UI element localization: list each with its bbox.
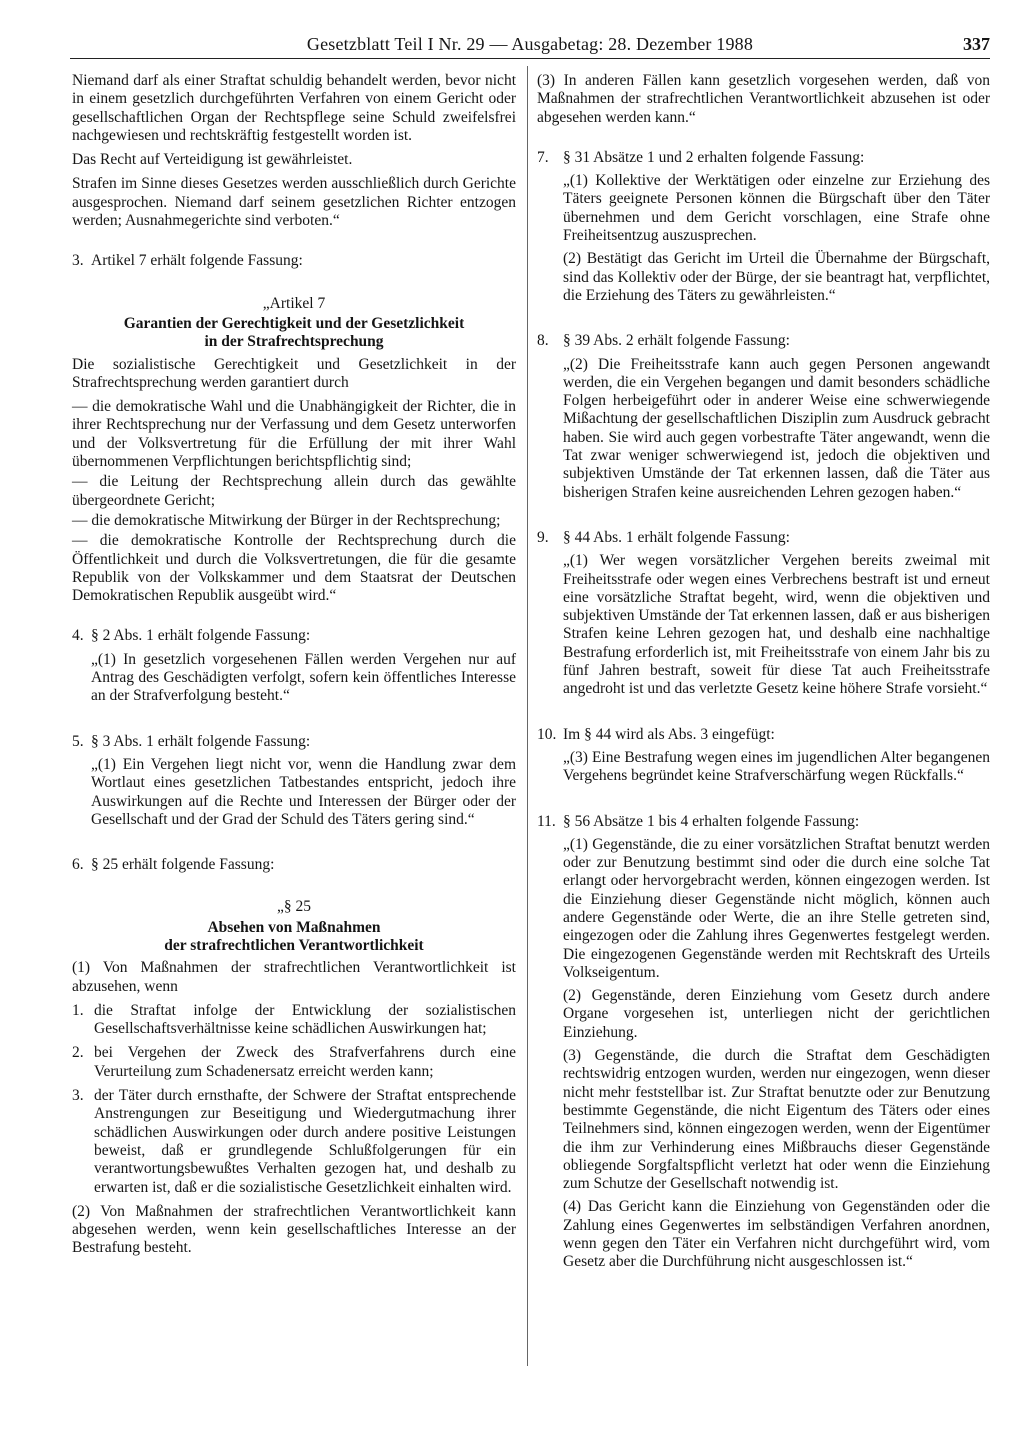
enum-text: der Täter durch ernsthafte, der Schwere der Straftat entsprechende Anstrengungen zur Beseitigung und Wiedergutmachung ihrer schädlichen Auswirkungen oder durch andere positive Leistungen beweist, daß er grundlegende Schlußfolgerungen für ein verantwortungsbewußtes Verhalten gezogen hat, und deshalb zu erwarten ist, daß er die sozialistische Gesetzlichkeit einhalten wird. [94, 1087, 516, 1196]
amendment-item-10 [537, 726, 990, 791]
item-number: 9. [537, 528, 549, 546]
header-title: Gesetzblatt Teil I Nr. 29 — Ausgabetag: 28. Dezember 1988 [306, 34, 754, 54]
item-quote: (2) Gegenstände, deren Einziehung vom Gesetz durch andere Organe vorgesehen ist, unterliegen nicht der gerichtlichen Einziehung. [563, 987, 990, 1041]
intro-paragraph: (3) In anderen Fällen kann gesetzlich vorgesehen werden, daß von Maßnahmen der strafrechtlichen Verantwortlichkeit abzusehen ist oder abgesehen werden kann.“ [537, 72, 990, 126]
item-number: 11. [537, 812, 556, 830]
item-quote: „(3) Eine Bestrafung wegen eines im jugendlichen Alter begangenen Vergehens begründet keine Strafverschärfung wegen Rückfalls.“ [563, 748, 990, 785]
article-heading: „Artikel 7 [262, 294, 326, 312]
intro-paragraph: Das Recht auf Verteidigung ist gewährleistet. [72, 151, 353, 169]
section-title-line: Absehen von Maßnahmen [207, 918, 381, 936]
item-quote: „(1) Kollektive der Werktätigen oder einzelne zur Erziehung des Täters geeignete Personen können die Bürgschaft über den Täter übernehmen und dem Gericht vorschlagen, eine Strafe ohne Freiheitsentzug auszusprechen. [563, 172, 990, 245]
amendment-item-4 [72, 627, 516, 710]
enum-number: 1. [72, 1001, 84, 1019]
item-text: § 44 Abs. 1 erhält folgende Fassung: [563, 528, 790, 546]
section-title-line: der strafrechtlichen Verantwortlichkeit [164, 936, 424, 954]
item-quote: (3) Gegenstände, die durch die Straftat dem Geschädigten rechtswidrig entzogen wurden, werden nur eingezogen, wenn dieser nicht mehr feststellbar ist. Zur Straftat benutzte oder zur Benutzung bestimmte Gegenstände, die nicht Eigentum des Täters oder eines Teilnehmers sind, können eingezogen werden, wenn der Eigentümer die ihm zur Verhinderung eines Mißbrauchs dieser Gegenstände obliegende Sorgfaltspflicht verletzt hat oder wenn die Einziehung zum Schutze der Gesellschaft notwendig ist. [563, 1047, 990, 1193]
item-text: Artikel 7 erhält folgende Fassung: [91, 252, 303, 270]
item-number: 7. [537, 148, 549, 166]
amendment-item-3 [72, 252, 516, 270]
bullet-item: — die demokratische Mitwirkung der Bürger in der Rechtsprechung; [72, 511, 501, 529]
amendment-item-11 [537, 813, 990, 1277]
item-text: Im § 44 wird als Abs. 3 eingefügt: [563, 725, 775, 743]
amendment-item-7 [537, 149, 990, 310]
enum-item [72, 1002, 516, 1039]
enum-number: 3. [72, 1087, 84, 1105]
item-text: § 39 Abs. 2 erhält folgende Fassung: [563, 332, 790, 350]
item-quote: „(2) Die Freiheitsstrafe kann auch gegen Personen angewandt werden, die ein Vergehen begangen und damit besonders schädliche Folgen herbeigeführt oder in anderer Weise eine schwerwiegende Mißachtung der gesellschaftlichen Disziplin zum Ausdruck gebracht haben. Sie wird auch gegen vorbestrafte Täter angewandt, wenn die Tat zwar weniger schwerwiegend ist, jedoch die objektiven und subjektiven Umstände der Tat erkennen lassen, daß die Täter aus bisherigen Strafen keine ausreichenden Lehren gezogen haben.“ [563, 355, 990, 501]
item-text: § 56 Absätze 1 bis 4 erhalten folgende Fassung: [563, 812, 860, 830]
enum-item [72, 1044, 516, 1081]
bullet-item: — die Leitung der Rechtsprechung allein durch das gewählte übergeordnete Gericht; [72, 473, 516, 509]
item-text: § 25 erhält folgende Fassung: [91, 856, 275, 874]
section-paragraph: (1) Von Maßnahmen der strafrechtlichen Verantwortlichkeit ist abzusehen, wenn [72, 959, 516, 995]
amendment-item-5 [72, 733, 516, 834]
bullet-item: — die demokratische Kontrolle der Rechtsprechung durch die Öffentlichkeit und durch die Volksvertretungen, die für die gesamte Republik von der Volkskammer und dem Staatsrat der Deutschen Demokratischen Republik ausgeübt wird.“ [72, 532, 516, 605]
item-text: § 3 Abs. 1 erhält folgende Fassung: [91, 732, 311, 750]
header-rule [70, 58, 990, 59]
left-column [72, 72, 516, 1264]
enum-text: bei Vergehen der Zweck des Strafverfahrens durch eine Verurteilung zum Schadenersatz erreicht werden kann; [94, 1044, 516, 1080]
article-lead: Die sozialistische Gerechtigkeit und Gesetzlichkeit in der Strafrechtsprechung werden garantiert durch [72, 355, 516, 391]
item-quote: „(1) Wer wegen vorsätzlicher Vergehen bereits zweimal mit Freiheitsstrafe oder wegen eines Verbrechens bestraft ist und erneut eine vorsätzliche Straftat begeht, wird, wenn die objektiven und subjektiven Umstände der Tat erkennen lassen, daß er aus bisherigen Strafen keine Lehren gezogen hat, und deshalb eine nachhaltige Bestrafung erforderlich ist, mit Freiheitsstrafe von einem Jahr bis zu fünf Jahren bestraft, soweit für diese Tat auch Freiheitsstrafe angedroht ist und das verletzte Gesetz keine höhere Strafe vorsieht.“ [563, 552, 990, 698]
item-text: § 2 Abs. 1 erhält folgende Fassung: [91, 627, 311, 645]
item-number: 3. [72, 252, 84, 270]
enum-number: 2. [72, 1044, 84, 1062]
section-heading: „§ 25 [276, 898, 311, 916]
section-paragraph: (2) Von Maßnahmen der strafrechtlichen Verantwortlichkeit kann abgesehen werden, wenn kein gesellschaftliches Interesse an der Bestrafung besteht. [72, 1202, 516, 1257]
article-title [72, 315, 516, 352]
item-number: 8. [537, 332, 549, 350]
amendment-item-9 [537, 529, 990, 704]
bullet-item: — die demokratische Wahl und die Unabhängigkeit der Richter, die in ihrer Rechtsprechung nur der Verfassung und dem Gesetz unterworfen und der Volksvertretung für die Erfüllung der mit ihrer Wahl übernommenen Verpflichtungen berichtspflichtig sind; [72, 398, 516, 471]
item-number: 4. [72, 627, 84, 645]
item-quote: (4) Das Gericht kann die Einziehung von Gegenständen oder die Zahlung eines Gegenwertes im selbständigen Verfahren anordnen, wenn gegen den Täter ein Verfahren nicht durchgeführt wird, vom Gesetz aber die Durchführung nicht ausgeschlossen ist.“ [563, 1198, 990, 1271]
item-text: § 31 Absätze 1 und 2 erhalten folgende Fassung: [563, 148, 865, 166]
right-column [537, 72, 990, 1281]
section-title [72, 919, 516, 956]
article-title-line: in der Strafrechtsprechung [204, 333, 384, 351]
item-quote: (2) Bestätigt das Gericht im Urteil die Übernahme der Bürgschaft, sind das Kollektiv oder der Bürge, der sie beantragt hat, verpflichtet, die Erziehung des Täters zu gewährleisten.“ [563, 250, 990, 304]
item-quote: „(1) Ein Vergehen liegt nicht vor, wenn die Handlung zwar dem Wortlaut eines gesetzlichen Tatbestandes entspricht, jedoch ihre Auswirkungen auf die Rechte und Interessen der Bürger oder der Gesellschaft und der Grad der Schuld des Täters gering sind.“ [91, 755, 516, 828]
enum-text: die Straftat infolge der Entwicklung der sozialistischen Gesellschaftsverhältnisse keine schädlichen Auswirkungen hat; [94, 1001, 516, 1038]
article-title-line: Garantien der Gerechtigkeit und der Gesetzlichkeit [123, 314, 465, 332]
item-quote: „(1) In gesetzlich vorgesehenen Fällen werden Vergehen nur auf Antrag des Geschädigten verfolgt, sofern kein öffentliches Interesse an der Strafverfolgung besteht.“ [91, 650, 516, 705]
item-number: 5. [72, 732, 84, 750]
intro-paragraph: Strafen im Sinne dieses Gesetzes werden ausschließlich durch Gerichte ausgesprochen. Niemand darf seinem gesetzlichen Richter entzogen werden; Ausnahmegerichte sind verboten.“ [72, 175, 516, 230]
page-number: 337 [963, 34, 990, 54]
amendment-item-6 [72, 856, 516, 874]
item-number: 10. [537, 725, 557, 743]
column-divider [527, 66, 528, 1366]
item-quote: „(1) Gegenstände, die zu einer vorsätzlichen Straftat benutzt werden oder zur Benutzung bestimmt sind oder die durch eine solche Tat erlangt oder hervorgebracht werden, können eingezogen werden. Ist die Einziehung dieser Gegenstände nicht möglich, können auch andere Gegenstände oder Werte, die an ihre Stelle getreten sind, eingezogen oder die Zahlung ihres Gegenwertes festgelegt werden. Die eingezogenen Gegenstände werden mit Rechtskraft des Urteils Volkseigentum. [563, 835, 990, 981]
item-number: 6. [72, 856, 84, 874]
enum-item [72, 1087, 516, 1197]
intro-paragraph: Niemand darf als einer Straftat schuldig behandelt werden, bevor nicht in einem gesetzlich durchgeführten Verfahren von einem Gericht oder gesellschaftlichen Organ der Rechtspflege seine Schuld zweifelsfrei nachgewiesen und rechtskräftig festgestellt worden ist. [72, 72, 516, 144]
amendment-item-8 [537, 332, 990, 507]
